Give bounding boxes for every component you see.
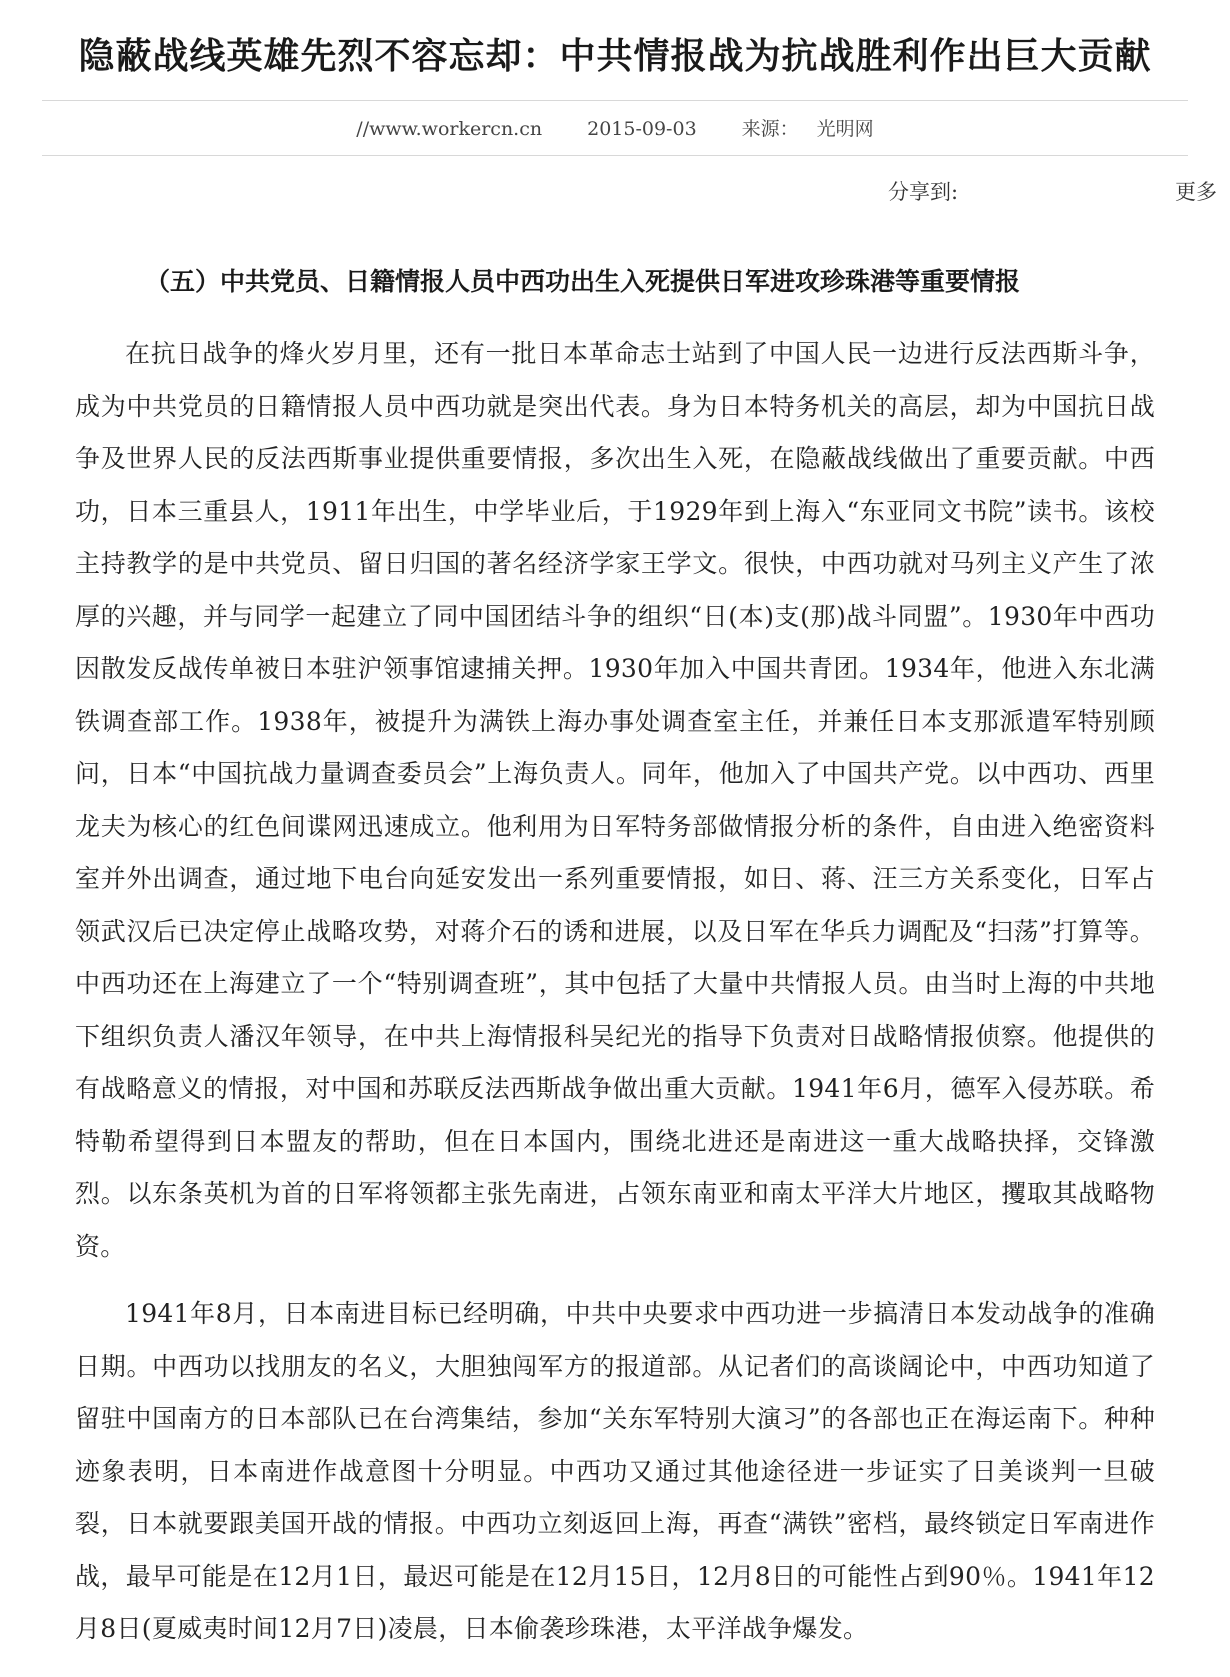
share-label: 分享到: <box>888 180 959 204</box>
source-label: 来源： <box>741 118 799 140</box>
source-name[interactable]: 光明网 <box>816 118 874 140</box>
meta-divider <box>42 155 1188 156</box>
share-more-link[interactable]: 更多 <box>1175 180 1217 204</box>
article-title: 隐蔽战线英雄先烈不容忘却：中共情报战为抗战胜利作出巨大贡献 <box>78 35 1152 77</box>
section-heading: （五）中共党员、日籍情报人员中西功出生入死提供日军进攻珍珠港等重要情报 <box>145 267 1021 296</box>
title-divider <box>42 100 1188 101</box>
site-url[interactable]: //www.workercn.cn <box>356 118 543 140</box>
body-paragraph-1: 在抗日战争的烽火岁月里，还有一批日本革命志士站到了中国人民一边进行反法西斯斗争，成为中共党员的日籍情报人员中西功就是突出代表。身为日本特务机关的高层，却为中国抗日战争及世界人民的反法西斯事业提供重要情报，多次出生入死，在隐蔽战线做出了重要贡献。中西功，日本三重县人，1911年出生，中学毕业后，于1929年到上海入“东亚同文书院”读书。该校主持教学的是中共党员、留日归国的著名经济学家王学文。很快，中西功就对马列主义产生了浓厚的兴趣，并与同学一起建立了同中国团结斗争的组织“日(本)支(那)战斗同盟”。1930年中西功因散发反战传单被日本驻沪领事馆逮捕关押。1930年加入中国共青团。1934年，他进入东北满铁调查部工作。1938年，被提升为满铁上海办事处调查室主任，并兼任日本支那派遣军特别顾问，日本“中国抗战力量调查委员会”上海负责人。同年，他加入了中国共产党。以中西功、西里龙夫为核心的红色间谍网迅速成立。他利用为日军特务部做情报分析的条件，自由进入绝密资料室并外出调查，通过地下电台向延安发出一系列重要情报，如日、蒋、汪三方关系变化，日军占领武汉后已决定停止战略攻势，对蒋介石的诱和进展，以及日军在华兵力调配及“扫荡”打算等。中西功还在上海建立了一个“特别调查班”，其中包括了大量中共情报人员。由当时上海的中共地下组织负责人潘汉年领导，在中共上海情报科吴纪光的指导下负责对日战略情报侦察。他提供的有战略意义的情报，对中国和苏联反法西斯战争做出重大贡献。1941年6月，德军入侵苏联。希特勒希望得到日本盟友的帮助，但在日本国内，围绕北进还是南进这一重大战略抉择，交锋激烈。以东条英机为首的日军将领都主张先南进，占领东南亚和南太平洋大片地区，攫取其战略物资。 <box>75 339 1155 1261</box>
body-paragraph-2: 1941年8月，日本南进目标已经明确，中共中央要求中西功进一步搞清日本发动战争的准确日期。中西功以找朋友的名义，大胆独闯军方的报道部。从记者们的高谈阔论中，中西功知道了留驻中国南方的日本部队已在台湾集结，参加“关东军特别大演习”的各部也正在海运南下。种种迹象表明，日本南进作战意图十分明显。中西功又通过其他途径进一步证实了日美谈判一旦破裂，日本就要跟美国开战的情报。中西功立刻返回上海，再查“满铁”密档，最终锁定日军南进作战，最早可能是在12月1日，最迟可能是在12月15日，12月8日的可能性占到90％。1941年12月8日(夏威夷时间12月7日)凌晨，日本偷袭珍珠港，太平洋战争爆发。 <box>75 1299 1155 1643</box>
article-meta <box>0 114 1230 141</box>
publish-date: 2015-09-03 <box>587 118 697 140</box>
